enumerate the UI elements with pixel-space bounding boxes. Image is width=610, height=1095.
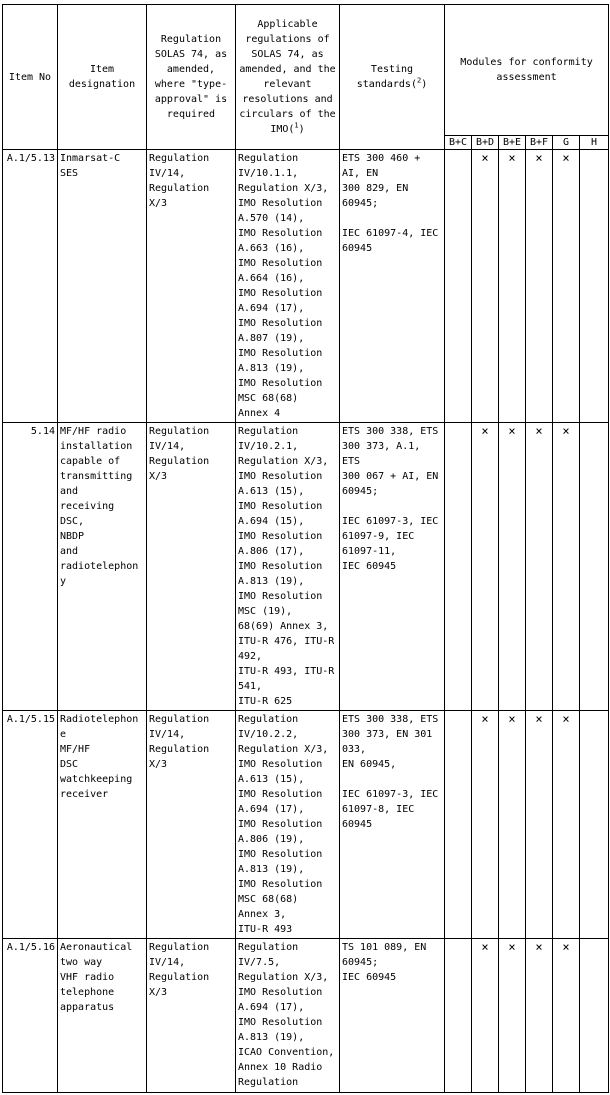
testing-cell: ETS 300 338, ETS 300 373, EN 301 033, EN 60945, IEC 61097-3, IEC 61097-8, IEC 60945 (340, 711, 445, 939)
module-mark: × (472, 939, 499, 1093)
header-testing-standards: Testing standards($^2$) (340, 5, 445, 150)
module-mark: × (472, 150, 499, 423)
module-mark (580, 711, 609, 939)
item-designation: Aeronautical two way VHF radio telephone apparatus (58, 939, 147, 1093)
module-mark: × (526, 423, 553, 711)
header-applicable-regulations: Applicable regulations of SOLAS 74, as amended, and the relevant resolutions and circulars of the IMO($^1$) (236, 5, 340, 150)
module-mark (445, 423, 472, 711)
item-designation: Radiotelephone MF/HF DSC watchkeeping receiver (58, 711, 147, 939)
module-code: B+E (499, 136, 526, 150)
header-applicable-text: Applicable regulations of SOLAS 74, as amended, and the relevant resolutions and circulars of the IMO (239, 19, 336, 135)
module-mark: × (499, 423, 526, 711)
table-row (3, 150, 609, 423)
module-mark: × (553, 423, 580, 711)
header-regulation: Regulation SOLAS 74, as amended, where "type-approval" is required (147, 5, 236, 150)
module-mark: × (472, 711, 499, 939)
header-item-no: Item No (3, 5, 58, 150)
item-designation: Inmarsat-C SES (58, 150, 147, 423)
module-code: H (580, 136, 609, 150)
item-no: A.1/5.13 (3, 150, 58, 423)
applicable-cell: Regulation IV/10.2.1, Regulation X/3, IMO Resolution A.613 (15), IMO Resolution A.694 (15), IMO Resolution A.806 (17), IMO Resolution A.813 (19), IMO Resolution MSC (19), 68(69) Annex 3, ITU-R 476, ITU-R 492, ITU-R 493, ITU-R 541, ITU-R 625 (236, 423, 340, 711)
module-mark: × (499, 150, 526, 423)
module-mark (580, 423, 609, 711)
footnote-ref-2: 2 (416, 76, 422, 85)
module-code: B+D (472, 136, 499, 150)
regulation-cell: Regulation IV/14, Regulation X/3 (147, 711, 236, 939)
conformity-table (2, 4, 609, 1093)
item-designation: MF/HF radio installation capable of transmitting and receiving DSC, NBDP and radiotelephony (58, 423, 147, 711)
testing-cell: TS 101 089, EN 60945; IEC 60945 (340, 939, 445, 1093)
item-no: 5.14 (3, 423, 58, 711)
regulation-cell: Regulation IV/14, Regulation X/3 (147, 939, 236, 1093)
testing-cell: ETS 300 338, ETS 300 373, A.1, ETS 300 067 + AI, EN 60945; IEC 61097-3, IEC 61097-9, IEC 61097-11, IEC 60945 (340, 423, 445, 711)
header-item-designation: Item designation (58, 5, 147, 150)
module-code: B+F (526, 136, 553, 150)
module-mark (580, 150, 609, 423)
module-mark: × (553, 711, 580, 939)
item-no: A.1/5.16 (3, 939, 58, 1093)
module-code: B+C (445, 136, 472, 150)
regulation-cell: Regulation IV/14, Regulation X/3 (147, 150, 236, 423)
applicable-cell: Regulation IV/10.2.2, Regulation X/3, IMO Resolution A.613 (15), IMO Resolution A.694 (17), IMO Resolution A.806 (19), IMO Resolution A.813 (19), IMO Resolution MSC 68(68) Annex 3, ITU-R 493 (236, 711, 340, 939)
module-mark (445, 711, 472, 939)
module-mark: × (526, 150, 553, 423)
module-mark: × (499, 711, 526, 939)
applicable-cell: Regulation IV/7.5, Regulation X/3, IMO Resolution A.694 (17), IMO Resolution A.813 (19), ICAO Convention, Annex 10 Radio Regulation (236, 939, 340, 1093)
applicable-cell: Regulation IV/10.1.1, Regulation X/3, IMO Resolution A.570 (14), IMO Resolution A.663 (16), IMO Resolution A.664 (16), IMO Resolution A.694 (17), IMO Resolution A.807 (19), IMO Resolution A.813 (19), IMO Resolution MSC 68(68) Annex 4 (236, 150, 340, 423)
header-modules: Modules for conformity assessment (445, 5, 609, 136)
module-mark: × (499, 939, 526, 1093)
module-mark: × (472, 423, 499, 711)
module-mark (445, 939, 472, 1093)
module-mark: × (553, 939, 580, 1093)
module-code: G (553, 136, 580, 150)
module-mark: × (553, 150, 580, 423)
module-mark (445, 150, 472, 423)
regulation-cell: Regulation IV/14, Regulation X/3 (147, 423, 236, 711)
item-no: A.1/5.15 (3, 711, 58, 939)
module-mark: × (526, 711, 553, 939)
testing-cell: ETS 300 460 + AI, EN 300 829, EN 60945; IEC 61097-4, IEC 60945 (340, 150, 445, 423)
footnote-ref-1: 1 (294, 121, 299, 130)
module-mark: × (526, 939, 553, 1093)
table-row (3, 711, 609, 939)
table-row (3, 423, 609, 711)
header-testing-text: Testing standards (356, 64, 414, 90)
table-row (3, 939, 609, 1093)
module-mark (580, 939, 609, 1093)
